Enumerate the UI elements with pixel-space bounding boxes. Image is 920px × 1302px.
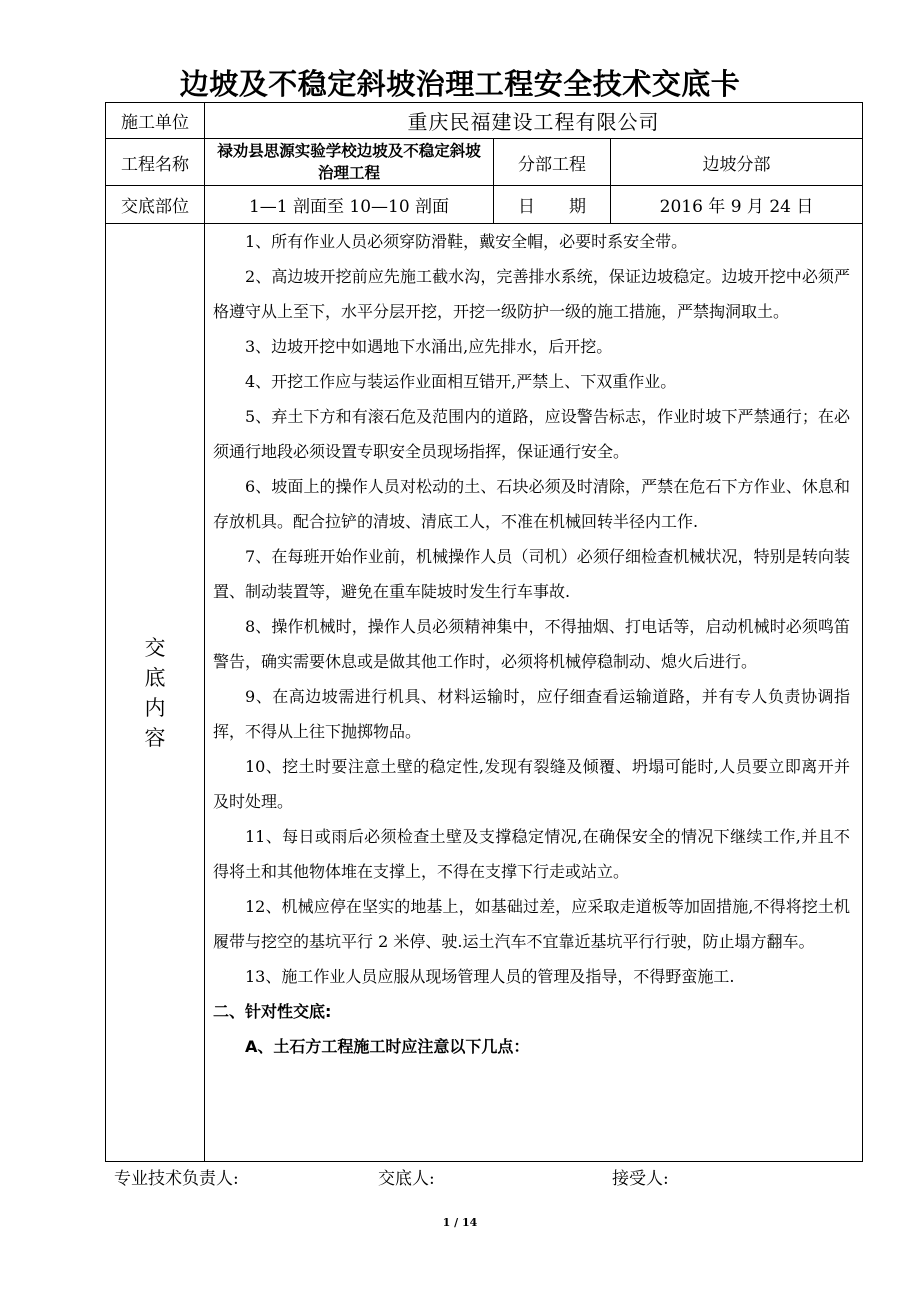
project-value: 禄劝县思源实验学校边坡及不稳定斜坡治理工程 bbox=[205, 139, 494, 186]
project-label: 工程名称 bbox=[106, 139, 205, 186]
receiver-signature: 接受人: bbox=[612, 1169, 669, 1189]
content-item: 4、开挖工作应与装运作业面相互错开,严禁上、下双重作业。 bbox=[245, 372, 677, 391]
subproject-value: 边坡分部 bbox=[611, 139, 863, 186]
subproject-label: 分部工程 bbox=[494, 139, 611, 186]
content-body bbox=[205, 224, 863, 1162]
row-unit bbox=[106, 103, 863, 139]
content-item: 6、坡面上的操作人员对松动的土、石块必须及时清除，严禁在危石下方作业、休息和存放机具。配合拉铲的清坡、清底工人，不准在机械回转半径内工作. bbox=[213, 477, 850, 531]
content-item: 5、弃土下方和有滚石危及范围内的道路，应设警告标志，作业时坡下严禁通行；在必须通行地段必须设置专职安全员现场指挥，保证通行安全。 bbox=[213, 407, 850, 461]
location-value: 1—1 剖面至 10—10 剖面 bbox=[205, 186, 494, 224]
document-title: 边坡及不稳定斜坡治理工程安全技术交底卡 bbox=[179, 67, 741, 101]
disclosure-table bbox=[105, 102, 863, 1162]
content-item: 13、施工作业人员应服从现场管理人员的管理及指导，不得野蛮施工. bbox=[245, 967, 735, 986]
unit-label: 施工单位 bbox=[106, 103, 205, 139]
location-label: 交底部位 bbox=[106, 186, 205, 224]
row-project bbox=[106, 139, 863, 186]
content-item: 9、在高边坡需进行机具、材料运输时，应仔细查看运输道路，并有专人负责协调指挥，不得从上往下抛掷物品。 bbox=[213, 687, 850, 741]
subsection-heading: A、土石方工程施工时应注意以下几点： bbox=[245, 1037, 530, 1056]
content-item: 11、每日或雨后必须检查土壁及支撑稳定情况,在确保安全的情况下继续工作,并且不得将土和其他物体堆在支撑上，不得在支撑下行走或站立。 bbox=[213, 827, 850, 881]
content-item: 12、机械应停在坚实的地基上，如基础过差，应采取走道板等加固措施,不得将挖土机履带与挖空的基坑平行 2 米停、驶.运土汽车不宜靠近基坑平行行驶，防止塌方翻车。 bbox=[213, 897, 850, 951]
content-item: 7、在每班开始作业前，机械操作人员（司机）必须仔细检查机械状况，特别是转向装置、制动装置等，避免在重车陡坡时发生行车事故. bbox=[213, 547, 850, 601]
row-content bbox=[106, 224, 863, 1162]
page-number: 1 / 14 bbox=[442, 1216, 478, 1229]
content-item: 1、所有作业人员必须穿防滑鞋，戴安全帽，必要时系安全带。 bbox=[245, 232, 688, 251]
tech-lead-signature: 专业技术负责人: bbox=[114, 1169, 239, 1189]
discloser-signature: 交底人: bbox=[378, 1169, 435, 1189]
unit-value: 重庆民福建设工程有限公司 bbox=[205, 103, 863, 139]
content-side-label: 交 底 内 容 bbox=[106, 224, 205, 1162]
content-item: 10、挖土时要注意土壁的稳定性,发现有裂缝及倾覆、坍塌可能时,人员要立即离开并及时处理。 bbox=[213, 757, 850, 811]
date-label: 日 期 bbox=[494, 186, 611, 224]
content-item: 2、高边坡开挖前应先施工截水沟，完善排水系统，保证边坡稳定。边坡开挖中必须严格遵守从上至下，水平分层开挖，开挖一级防护一级的施工措施，严禁掏洞取土。 bbox=[213, 267, 850, 321]
content-item: 3、边坡开挖中如遇地下水涌出,应先排水，后开挖。 bbox=[245, 337, 613, 356]
content-item: 8、操作机械时，操作人员必须精神集中，不得抽烟、打电话等，启动机械时必须鸣笛警告，确实需要休息或是做其他工作时，必须将机械停稳制动、熄火后进行。 bbox=[213, 617, 850, 671]
row-location bbox=[106, 186, 863, 224]
date-value: 2016 年 9 月 24 日 bbox=[611, 186, 863, 224]
section-heading: 二、针对性交底: bbox=[213, 1002, 332, 1021]
